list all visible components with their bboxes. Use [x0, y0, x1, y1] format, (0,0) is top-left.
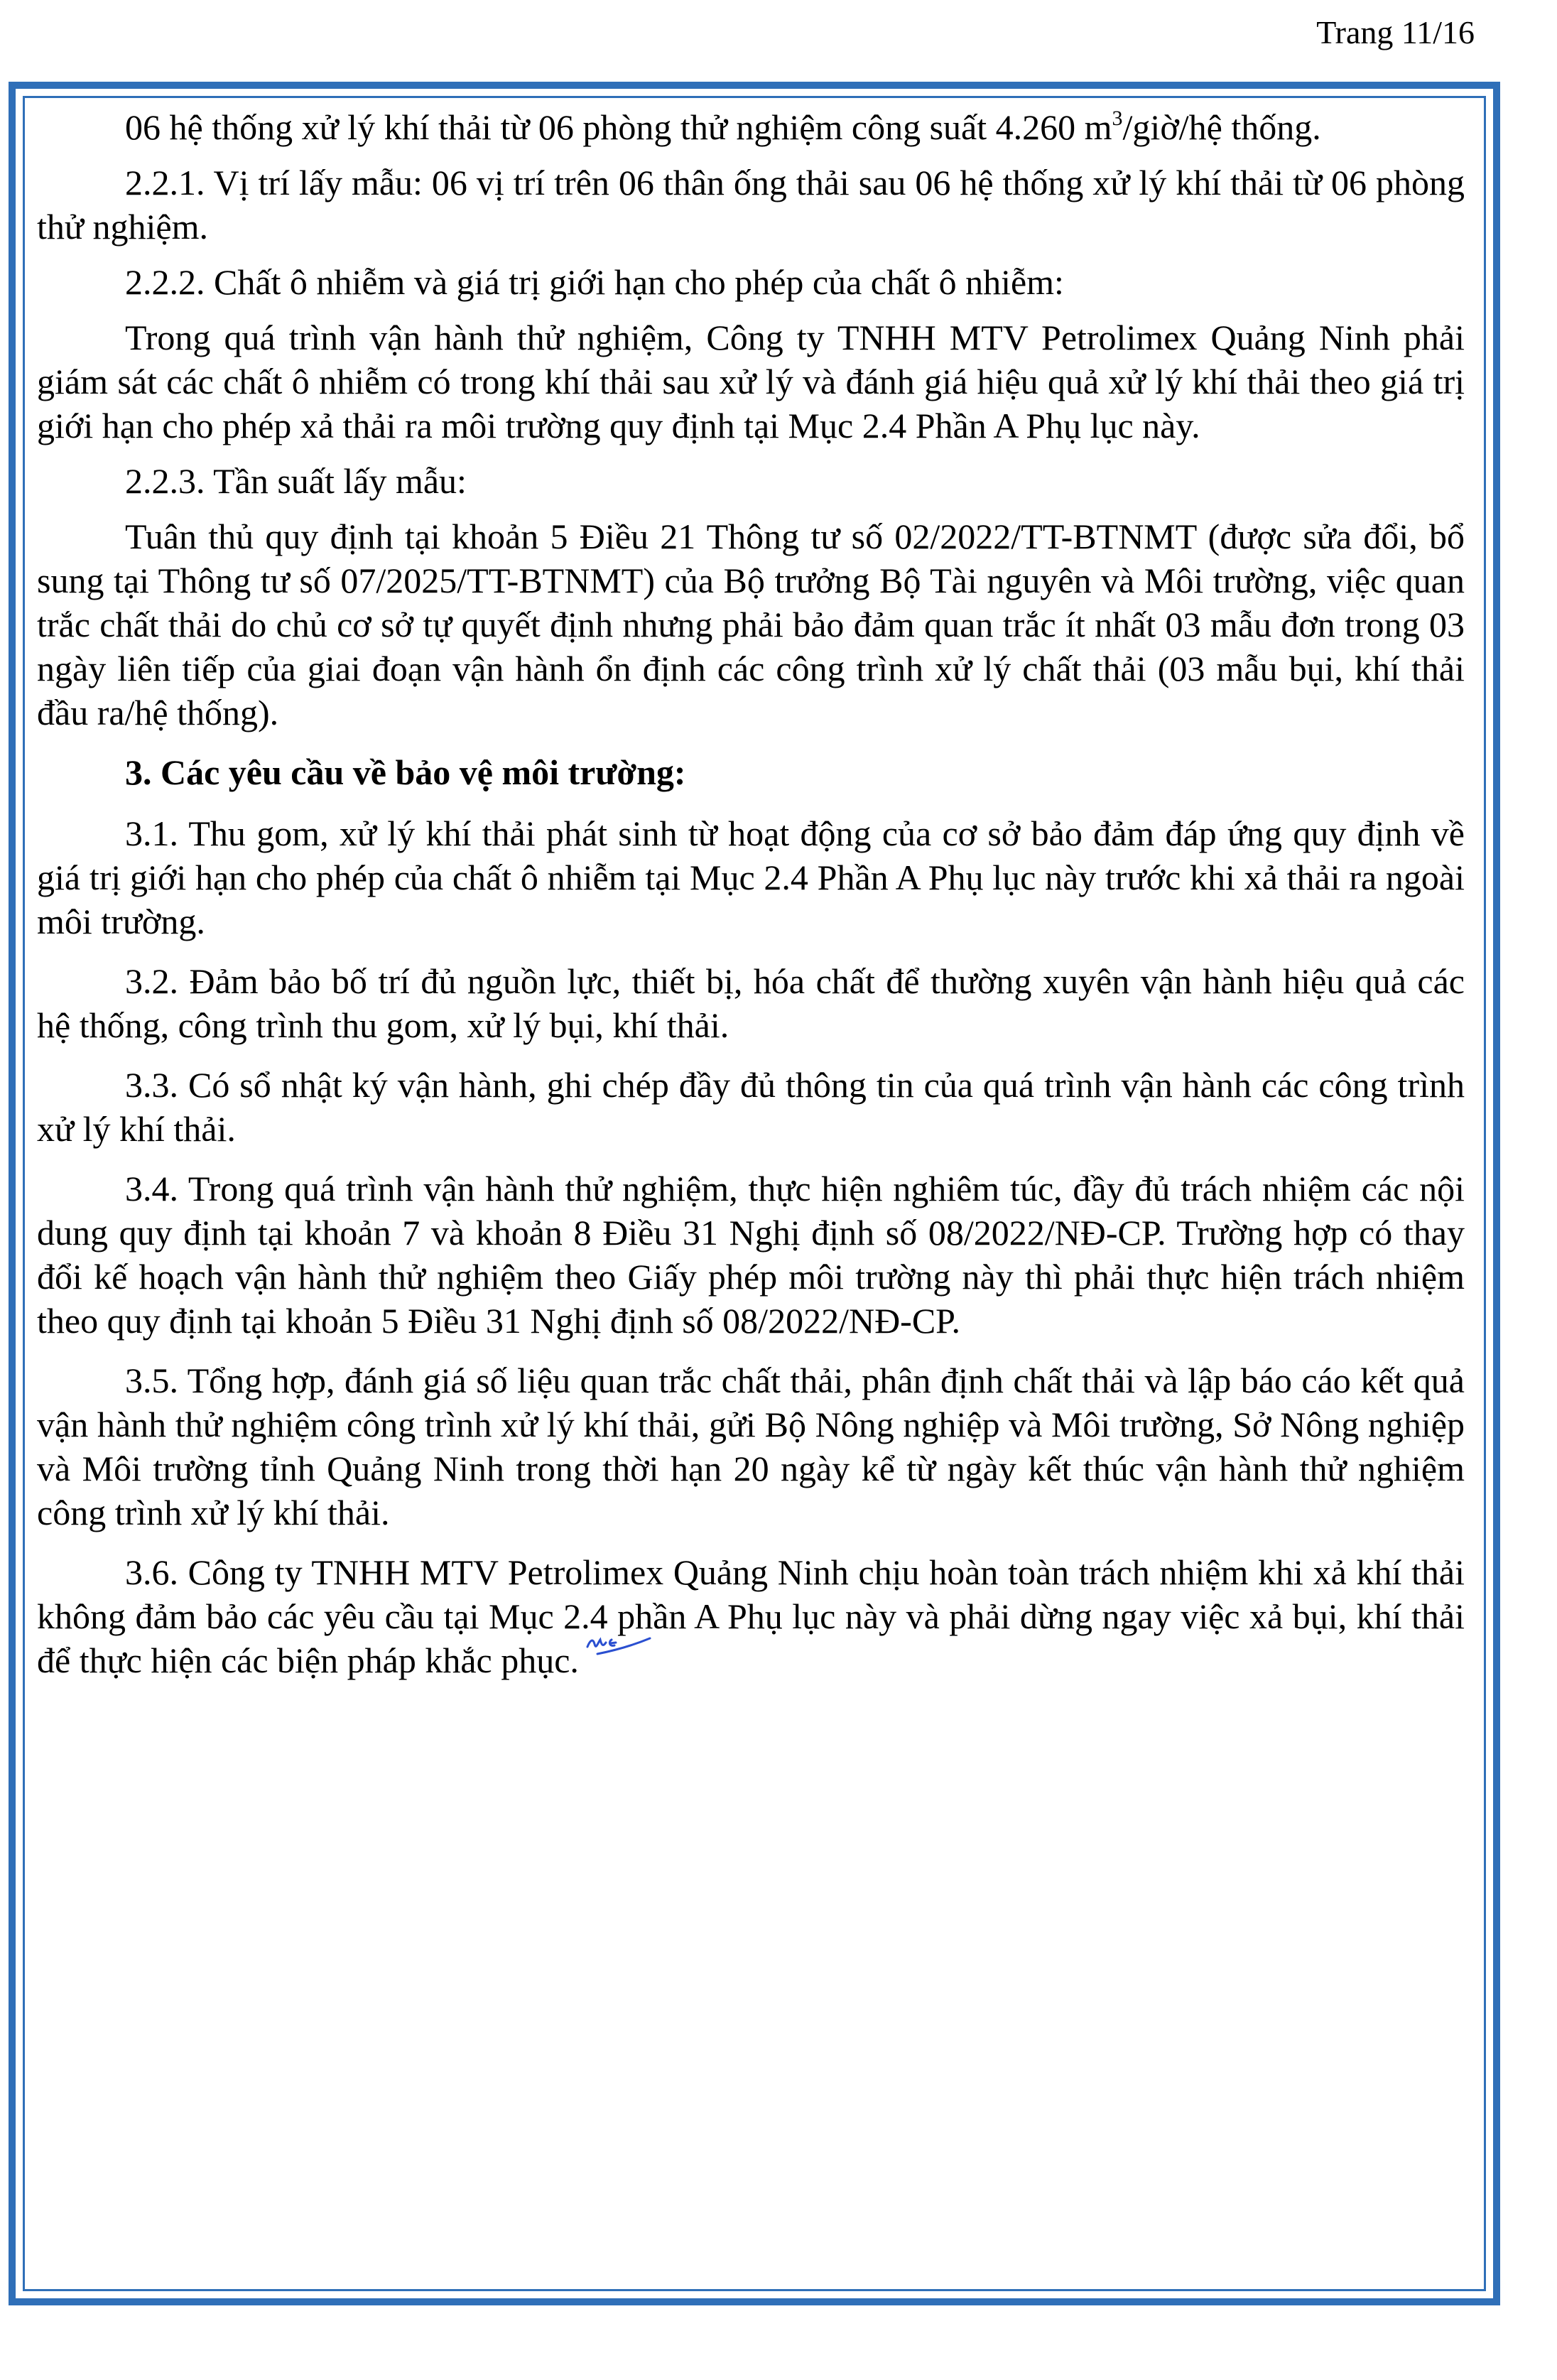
intro-line [37, 105, 1465, 149]
section-2-2-3-body: Tuân thủ quy định tại khoản 5 Điều 21 Thông tư số 02/2022/TT-BTNMT (được sửa đổi, bổ sung tại Thông tư số 07/2025/TT-BTNMT) của Bộ trưởng Bộ Tài nguyên và Môi trường, việc quan trắc chất thải do chủ cơ sở tự quyết định nhưng phải bảo đảm quan trắc ít nhất 03 mẫu đơn trong 03 ngày liên tiếp của giai đoạn vận hành ổn định các công trình xử lý chất thải (03 mẫu bụi, khí thải đầu ra/hệ thống). [37, 516, 1465, 732]
section-3-2: 3.2. Đảm bảo bố trí đủ nguồn lực, thiết bị, hóa chất để thường xuyên vận hành hiệu quả các hệ thống, công trình thu gom, xử lý bụi, khí thải. [37, 961, 1465, 1045]
section-3-4: 3.4. Trong quá trình vận hành thử nghiệm, thực hiện nghiêm túc, đầy đủ trách nhiệm các nội dung quy định tại khoản 7 và khoản 8 Điều 31 Nghị định số 08/2022/NĐ-CP. Trường hợp có thay đổi kế hoạch vận hành thử nghiệm theo Giấy phép môi trường này thì phải thực hiện trách nhiệm theo quy định tại khoản 5 Điều 31 Nghị định số 08/2022/NĐ-CP. [37, 1169, 1465, 1341]
section-3-heading: 3. Các yêu cầu về bảo vệ môi trường: [125, 752, 686, 792]
superscript-3: 3 [1112, 107, 1123, 130]
section-2-2-3-title: 2.2.3. Tần suất lấy mẫu: [125, 461, 467, 501]
section-2-2-2-title: 2.2.2. Chất ô nhiễm và giá trị giới hạn cho phép của chất ô nhiễm: [125, 262, 1064, 302]
page-number: Trang 11/16 [1316, 14, 1475, 50]
initials-signature-icon [583, 1623, 654, 1665]
section-2-2-1: 2.2.1. Vị trí lấy mẫu: 06 vị trí trên 06 thân ống thải sau 06 hệ thống xử lý khí thải từ 06 phòng thử nghiệm. [37, 163, 1465, 247]
section-3-6 [37, 1550, 1465, 1682]
section-2-2-2-body: Trong quá trình vận hành thử nghiệm, Công ty TNHH MTV Petrolimex Quảng Ninh phải giám sát các chất ô nhiễm có trong khí thải sau xử lý và đánh giá hiệu quả xử lý khí thải theo giá trị giới hạn cho phép xả thải ra môi trường quy định tại Mục 2.4 Phần A Phụ lục này. [37, 318, 1465, 445]
intro-line-text: 06 hệ thống xử lý khí thải từ 06 phòng thử nghiệm công suất 4.260 m [125, 107, 1112, 147]
section-3-5: 3.5. Tổng hợp, đánh giá số liệu quan trắc chất thải, phân định chất thải và lập báo cáo kết quả vận hành thử nghiệm công trình xử lý khí thải, gửi Bộ Nông nghiệp và Môi trường, Sở Nông nghiệp và Môi trường tỉnh Quảng Ninh trong thời hạn 20 ngày kể từ ngày kết thúc vận hành thử nghiệm công trình xử lý khí thải. [37, 1361, 1465, 1532]
intro-line-tail: /giờ/hệ thống. [1122, 107, 1321, 147]
section-3-3: 3.3. Có sổ nhật ký vận hành, ghi chép đầy đủ thông tin của quá trình vận hành các công trình xử lý khí thải. [37, 1065, 1465, 1149]
section-3-6-text: 3.6. Công ty TNHH MTV Petrolimex Quảng Ninh chịu hoàn toàn trách nhiệm khi xả khí thải không đảm bảo các yêu cầu tại Mục 2.4 phần A Phụ lục này và phải dừng ngay việc xả bụi, khí thải để thực hiện các biện pháp khắc phục. [37, 1552, 1465, 1680]
document-body [37, 105, 1465, 1698]
section-3-1: 3.1. Thu gom, xử lý khí thải phát sinh từ hoạt động của cơ sở bảo đảm đáp ứng quy định về giá trị giới hạn cho phép của chất ô nhiễm tại Mục 2.4 Phần A Phụ lục này trước khi xả thải ra ngoài môi trường. [37, 813, 1465, 941]
